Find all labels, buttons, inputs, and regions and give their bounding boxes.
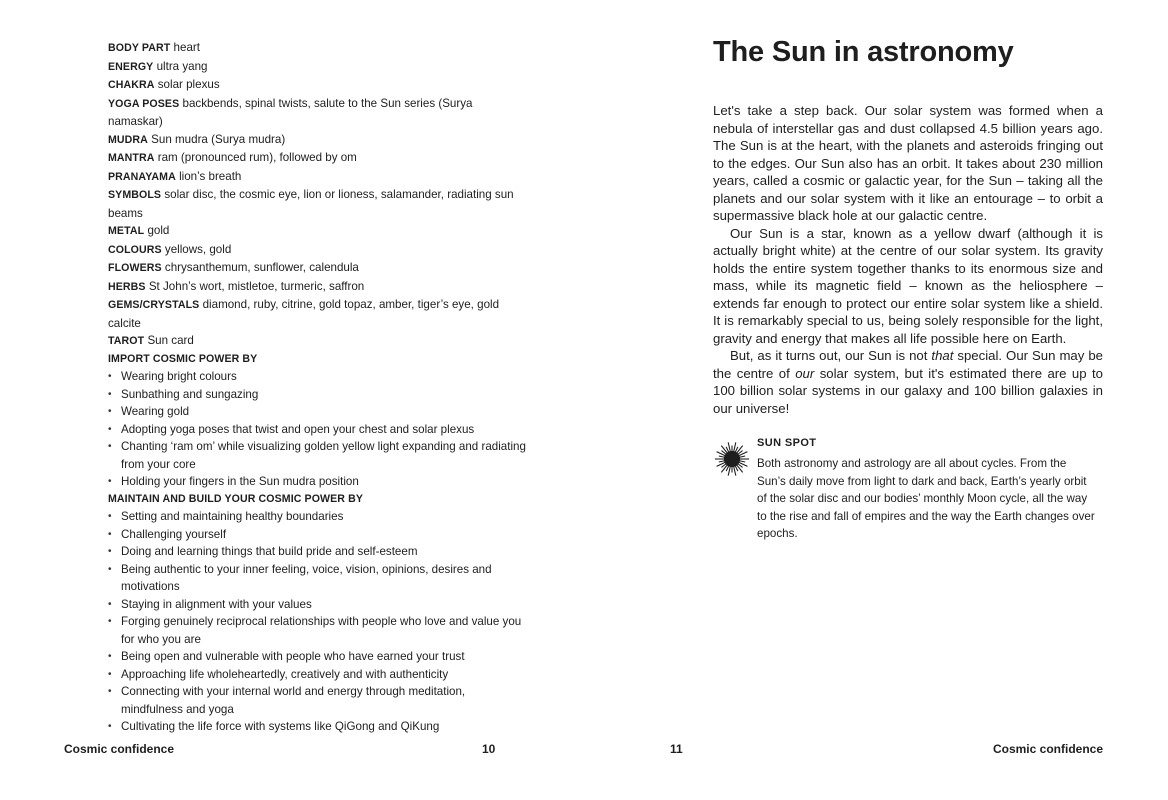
maintain-list-wrapper [108,508,528,736]
list-item: • Wearing gold [108,403,528,421]
attribute-value: diamond, ruby, citrine, gold topaz, amber, tiger’s eye, gold calcite [108,298,500,330]
list-item: • Holding your fingers in the Sun mudra position [108,473,528,491]
article-body [713,102,1103,417]
attribute-value: St John’s wort, mistletoe, turmeric, saffron [148,279,365,293]
paragraph [713,347,1103,417]
list-item: • Wearing bright colours [108,368,528,386]
import-list [108,368,528,491]
attribute-label: GEMS/CRYSTALS [108,299,200,311]
attribute-value: gold [147,224,170,237]
emphasis: our [795,365,815,381]
list-item: • Setting and maintaining healthy boundaries [108,508,528,526]
list-item: • Doing and learning things that build pride and self-esteem [108,543,528,561]
attribute-value: solar disc, the cosmic eye, lion or lioness, salamander, radiating sun beams [108,188,514,220]
attribute-label: COLOURS [108,243,162,256]
attribute-label: ENERGY [108,60,154,73]
page-title: The Sun in astronomy [713,36,1014,68]
list-item: • Challenging yourself [108,526,528,544]
attribute-row [108,76,528,95]
attribute-row [108,259,528,278]
import-heading: IMPORT COSMIC POWER BY [108,352,258,365]
attribute-value: yellows, gold [164,242,232,256]
attribute-row [108,241,528,260]
list-item: • Forging genuinely reciprocal relationships with people who love and value you for who you are [108,613,528,648]
attribute-row [108,168,528,187]
attribute-row [108,149,528,168]
attribute-value: ultra yang [156,59,208,73]
list-item: • Chanting ‘ram om’ while visualizing golden yellow light expanding and radiating from your core [108,438,528,473]
attribute-label: TAROT [108,335,145,347]
attribute-value: ram (pronounced rum), followed by om [157,151,357,164]
list-item: • Sunbathing and sungazing [108,386,528,404]
attribute-value: solar plexus [157,78,220,91]
attribute-row [108,186,528,222]
maintain-heading: MAINTAIN AND BUILD YOUR COSMIC POWER BY [108,492,364,505]
left-footer-title: Cosmic confidence [64,742,175,756]
attribute-label: SYMBOLS [108,189,162,201]
right-footer-title: Cosmic confidence [992,742,1103,756]
right-page-number: 11 [670,742,683,756]
left-page-number: 10 [482,742,496,756]
list-item: • Being open and vulnerable with people who have earned your trust [108,648,528,666]
attribute-row [108,131,528,150]
maintain-list [108,508,528,736]
emphasis: that [931,348,954,363]
attribute-row [108,296,528,332]
sun-burst-icon [714,441,750,477]
attribute-label: MUDRA [108,133,148,146]
paragraph-text: special. Our Sun may be the centre of [713,348,1103,381]
attribute-value: backbends, spinal twists, salute to the Sun series (Surya namaskar) [108,96,473,128]
attribute-row [108,95,528,131]
attribute-label: FLOWERS [108,262,162,274]
list-item: • Being authentic to your inner feeling, voice, vision, opinions, desires and motivations [108,561,528,596]
attribute-row [108,222,528,241]
attribute-label: PRANAYAMA [108,170,176,183]
list-item: • Connecting with your internal world and energy through meditation, mindfulness and yoga [108,683,528,718]
attribute-row [108,58,528,77]
attribute-label: HERBS [108,280,146,293]
attribute-value: lion’s breath [179,169,242,183]
attribute-label: YOGA POSES [108,97,180,110]
paragraph: Let's take a step back. Our solar system was formed when a nebula of interstellar gas and dust collapsed 4.5 billion years ago. The Sun is at the heart, with the planets and asteroids fringing out to the edges. Our Sun also has an orbit. It takes about 230 million years, called a cosmic or galactic year, for the Sun – taking all the planets and our solar system with it like an entourage – to orbit a supermassive black hole at our galactic centre. [713,103,1103,223]
list-item: • Cultivating the life force with systems like QiGong and QiKung [108,718,528,736]
sun-spot-text: Both astronomy and astrology are all about cycles. From the Sun’s daily move from light to dark and back, Earth’s yearly orbit of the solar disc and our bodies’ monthly Moon cycle, all the way to the rise and fall of empires and the way the Earth changes over epochs. [757,457,1095,540]
sun-spot-title: SUN SPOT [757,437,817,449]
attribute-label: CHAKRA [108,79,155,91]
paragraph-text: But, as it turns out, our Sun is not [730,348,932,363]
attribute-label: BODY PART [108,42,171,54]
attribute-value: chrysanthemum, sunflower, calendula [164,261,359,274]
paragraph-text: solar system, but it's estimated there are up to 100 billion solar systems in our galaxy and 100 billion galaxies in our universe! [713,365,1103,416]
attribute-value: Sun card [147,334,194,347]
list-item: • Approaching life wholeheartedly, creatively and with authenticity [108,666,528,684]
attribute-value: heart [173,41,200,54]
attribute-label: MANTRA [108,152,155,164]
attribute-row [108,278,528,297]
attribute-value: Sun mudra (Surya mudra) [151,132,286,146]
attribute-label: METAL [108,225,145,237]
list-item: • Adopting yoga poses that twist and open your chest and solar plexus [108,421,528,439]
paragraph: Our Sun is a star, known as a yellow dwarf (although it is actually bright white) at the centre of our solar system. Its gravity holds the entire system together thanks to its enormous size and mass, while its magnetic field – known as the heliosphere – extends far enough to protect our entire solar system like a shield. It is remarkably special to us, being solely responsible for the light, gravity and energy that makes all life possible here on Earth. [713,225,1103,346]
attribute-row [108,332,528,351]
import-list-wrapper [108,368,528,491]
sun-attributes-list [108,39,528,736]
attribute-row [108,39,528,58]
list-item: • Staying in alignment with your values [108,596,528,614]
